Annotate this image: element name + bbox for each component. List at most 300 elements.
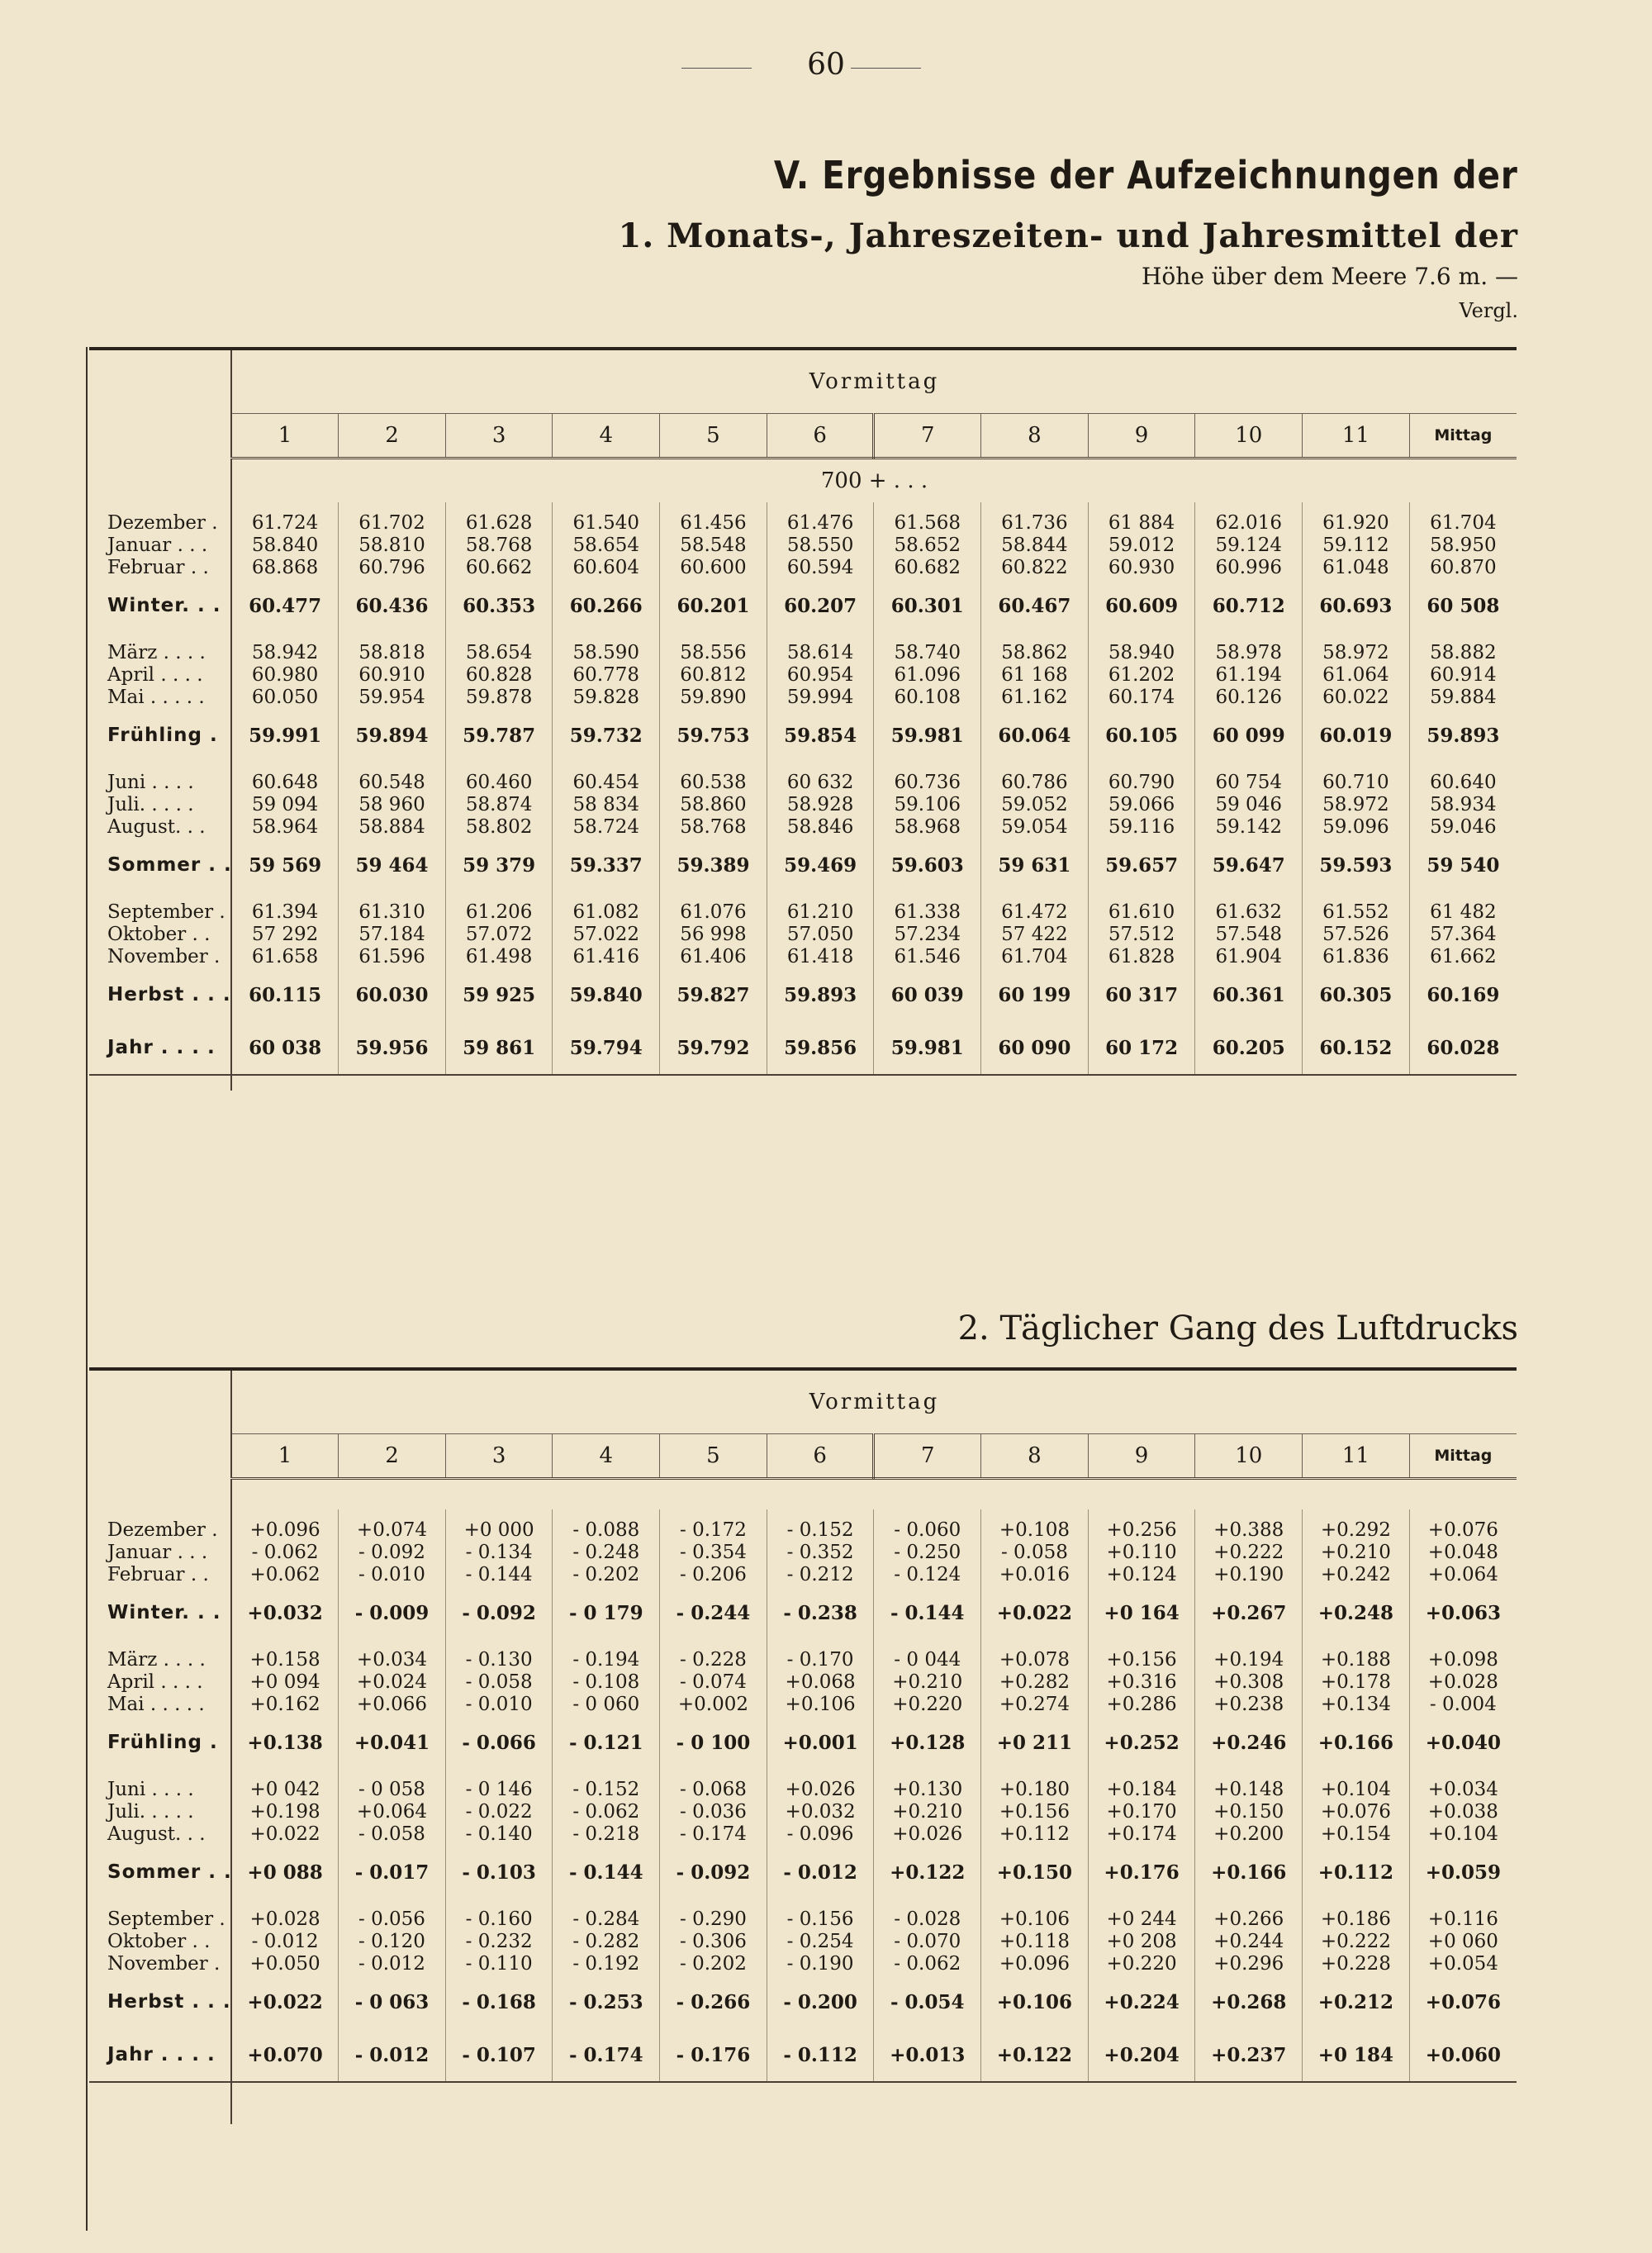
month-values-cell bbox=[1088, 1639, 1195, 1716]
table-value: - 0.206 bbox=[679, 1564, 747, 1585]
table-value: 61.568 bbox=[894, 512, 961, 534]
table-value: +0 060 bbox=[1427, 1931, 1498, 1952]
season-label: Sommer . . bbox=[89, 839, 231, 891]
season-mean-value: - 0.009 bbox=[339, 1586, 446, 1639]
table-value: - 0.152 bbox=[786, 1519, 854, 1541]
season-mean-value: +0.138 bbox=[247, 1731, 323, 1754]
month-values-cell bbox=[981, 1509, 1089, 1586]
header-hour-3: 3 bbox=[445, 1434, 553, 1479]
table-value: 60.126 bbox=[1215, 687, 1282, 708]
month-values-cell bbox=[767, 632, 874, 709]
table-value: 61.338 bbox=[894, 901, 961, 923]
table-value: - 0.228 bbox=[679, 1649, 747, 1671]
table-value: 59.066 bbox=[1108, 794, 1175, 815]
table-value: 60.662 bbox=[465, 557, 533, 578]
month-values-cell bbox=[339, 1509, 446, 1586]
season-mean-value: - 0.144 bbox=[874, 1586, 981, 1639]
table-value: 60.538 bbox=[680, 772, 747, 793]
season-mean-value: 60.436 bbox=[339, 579, 446, 632]
table-value: +0.054 bbox=[1427, 1953, 1498, 1975]
season-mean-value: 60 039 bbox=[874, 968, 981, 1021]
table-value: 57.050 bbox=[786, 924, 854, 945]
table-value: - 0.218 bbox=[572, 1823, 640, 1845]
month-values-cell bbox=[1409, 1509, 1517, 1586]
season-mean-value: 59.991 bbox=[249, 724, 322, 747]
table-value: 61.082 bbox=[572, 901, 640, 923]
table-value: 60.870 bbox=[1430, 557, 1497, 578]
table-value: +0.022 bbox=[249, 1823, 320, 1845]
header-hour-4: 4 bbox=[553, 414, 660, 459]
table-value: 61.662 bbox=[1430, 946, 1497, 967]
spacer-row bbox=[89, 1479, 1517, 1510]
month-values-cell bbox=[767, 891, 874, 968]
month-label: Dezember . bbox=[107, 1519, 218, 1541]
season-mean-value: +0.022 bbox=[981, 1586, 1089, 1639]
month-labels bbox=[89, 1639, 231, 1716]
month-values-cell bbox=[1195, 632, 1303, 709]
table-value: 57.072 bbox=[465, 924, 533, 945]
month-values-cell bbox=[445, 1769, 553, 1846]
table-value: 59.052 bbox=[1001, 794, 1068, 815]
table-value: 56 998 bbox=[680, 924, 747, 945]
padding-label bbox=[89, 2082, 231, 2124]
header-group-row bbox=[89, 349, 1517, 414]
table-value: 60.778 bbox=[572, 664, 640, 686]
table-value: 60.594 bbox=[786, 557, 854, 578]
table-value: 61.658 bbox=[251, 946, 319, 967]
season-mean-value: 60.019 bbox=[1303, 709, 1410, 762]
table-value: 58.768 bbox=[680, 816, 747, 838]
month-values-cell bbox=[445, 1639, 553, 1716]
header-hour-4: 4 bbox=[553, 1434, 660, 1479]
table-value: 58.768 bbox=[465, 535, 533, 556]
table-value: 59.884 bbox=[1430, 687, 1497, 708]
season-mean-value: 59 379 bbox=[445, 839, 553, 891]
table-value: - 0.144 bbox=[465, 1564, 533, 1585]
month-values-cell bbox=[1195, 502, 1303, 579]
table-value: 61 884 bbox=[1108, 512, 1175, 534]
month-values-cell bbox=[231, 632, 339, 709]
season-mean-value: 60.712 bbox=[1195, 579, 1303, 632]
month-label: Januar . . . bbox=[107, 1542, 208, 1563]
season-mean-value: +0.112 bbox=[1303, 1846, 1410, 1899]
table-value: 60.604 bbox=[572, 557, 640, 578]
month-values-cell bbox=[1088, 891, 1195, 968]
table-value: +0.222 bbox=[1320, 1931, 1391, 1952]
table-value: +0.184 bbox=[1106, 1779, 1177, 1800]
table-value: - 0.212 bbox=[786, 1564, 854, 1585]
table-value: +0.256 bbox=[1106, 1519, 1177, 1541]
month-values-cell bbox=[553, 1639, 660, 1716]
table-value: +0.106 bbox=[999, 1908, 1070, 1930]
header-hours-row bbox=[89, 1434, 1517, 1479]
table-value: +0.194 bbox=[1213, 1649, 1284, 1671]
month-values-cell bbox=[874, 762, 981, 839]
table-value: +0.112 bbox=[999, 1823, 1070, 1845]
chapter-title: V. Ergebnisse der Aufzeichnungen der bbox=[774, 153, 1518, 197]
table-value: 59 094 bbox=[251, 794, 319, 815]
year-mean-value: 60 038 bbox=[231, 1021, 339, 1075]
table-padding-row bbox=[89, 2082, 1517, 2124]
month-values-cell bbox=[767, 1509, 874, 1586]
table-value: 60.548 bbox=[358, 772, 425, 793]
spacer-label bbox=[89, 1479, 231, 1510]
year-mean-value: +0.013 bbox=[874, 2028, 981, 2082]
month-values-cell bbox=[1303, 1769, 1410, 1846]
season-mean-value: +0.150 bbox=[981, 1846, 1089, 1899]
table-value: +0.170 bbox=[1106, 1801, 1177, 1823]
table-value: 60.640 bbox=[1430, 772, 1497, 793]
month-labels bbox=[89, 502, 231, 579]
table-value: - 0.120 bbox=[358, 1931, 425, 1952]
month-label: Oktober . . bbox=[107, 1931, 211, 1952]
month-values-cell bbox=[339, 632, 446, 709]
header-hour-7: 7 bbox=[874, 1434, 981, 1479]
season-mean-value: 60 508 bbox=[1409, 579, 1517, 632]
month-values-cell bbox=[660, 762, 767, 839]
table-value: - 0 058 bbox=[358, 1779, 425, 1800]
table-value: +0.104 bbox=[1320, 1779, 1391, 1800]
table-value: 58.964 bbox=[251, 816, 319, 838]
table-value: +0.220 bbox=[1106, 1953, 1177, 1975]
month-block-row bbox=[89, 1639, 1517, 1716]
table-value: 62.016 bbox=[1215, 512, 1282, 534]
table-value: 61.202 bbox=[1108, 664, 1175, 686]
month-label: April . . . . bbox=[107, 1671, 203, 1693]
table-value: 60.108 bbox=[894, 687, 961, 708]
table-value: 58.818 bbox=[358, 642, 425, 663]
season-mean-row bbox=[89, 709, 1517, 762]
year-mean-value: 60.028 bbox=[1409, 1021, 1517, 1075]
table-value: 61.828 bbox=[1108, 946, 1175, 967]
table-value: 60.786 bbox=[1001, 772, 1068, 793]
daily-variation-table bbox=[89, 1367, 1517, 2124]
season-mean-value: - 0.238 bbox=[767, 1586, 874, 1639]
season-mean-value: - 0.012 bbox=[767, 1846, 874, 1899]
table-value: 59.890 bbox=[680, 687, 747, 708]
season-mean-value: 59.337 bbox=[553, 839, 660, 891]
month-values-cell bbox=[339, 762, 446, 839]
header-hour-2: 2 bbox=[339, 1434, 446, 1479]
season-mean-value: +0.122 bbox=[874, 1846, 981, 1899]
month-values-cell bbox=[660, 1769, 767, 1846]
month-values-cell bbox=[981, 762, 1089, 839]
page-number-rule-right bbox=[851, 68, 921, 69]
table-value: - 0.254 bbox=[786, 1931, 854, 1952]
table-value: +0.026 bbox=[892, 1823, 963, 1845]
month-values-cell bbox=[1409, 891, 1517, 968]
table-value: 61 168 bbox=[1001, 664, 1068, 686]
year-mean-value: - 0.112 bbox=[767, 2028, 874, 2082]
year-mean-value: +0.237 bbox=[1195, 2028, 1303, 2082]
header-hour-1: 1 bbox=[231, 414, 339, 459]
year-mean-value: - 0.176 bbox=[660, 2028, 767, 2082]
month-label: Oktober . . bbox=[107, 924, 211, 945]
month-label: November . bbox=[107, 1953, 221, 1975]
table-value: - 0.010 bbox=[358, 1564, 425, 1585]
table-value: - 0.058 bbox=[465, 1671, 533, 1693]
table-value: +0.048 bbox=[1427, 1542, 1498, 1563]
table-value: 58 834 bbox=[572, 794, 640, 815]
table-value: 58.972 bbox=[1322, 794, 1389, 815]
season-mean-value: - 0.244 bbox=[660, 1586, 767, 1639]
header-hour-2: 2 bbox=[339, 414, 446, 459]
season-mean-value: 60.353 bbox=[445, 579, 553, 632]
season-mean-value: +0.212 bbox=[1303, 1975, 1410, 2028]
month-labels bbox=[89, 1769, 231, 1846]
table-value: - 0.070 bbox=[894, 1931, 961, 1952]
month-values-cell bbox=[1409, 1639, 1517, 1716]
table-value: 59.096 bbox=[1322, 816, 1389, 838]
header-hour-9: 9 bbox=[1088, 1434, 1195, 1479]
table-value: 60.454 bbox=[572, 772, 640, 793]
month-values-cell bbox=[1409, 1899, 1517, 1975]
table-value: - 0.062 bbox=[894, 1953, 961, 1975]
season-mean-value: 60.207 bbox=[767, 579, 874, 632]
month-values-cell bbox=[874, 632, 981, 709]
table-value: 58.978 bbox=[1215, 642, 1282, 663]
left-margin-rule bbox=[86, 347, 88, 2231]
month-label: Mai . . . . . bbox=[107, 687, 205, 708]
table-value: - 0 044 bbox=[894, 1649, 961, 1671]
table-value: 60.022 bbox=[1322, 687, 1389, 708]
season-mean-value: 59.753 bbox=[660, 709, 767, 762]
header-hour-9: 9 bbox=[1088, 414, 1195, 459]
table-value: 58.862 bbox=[1001, 642, 1068, 663]
month-values-cell bbox=[339, 1769, 446, 1846]
season-mean-value: - 0.054 bbox=[874, 1975, 981, 2028]
table-value: +0.078 bbox=[999, 1649, 1070, 1671]
table-value: 59.046 bbox=[1430, 816, 1497, 838]
season-mean-value: - 0.066 bbox=[445, 1716, 553, 1769]
table-value: - 0.028 bbox=[894, 1908, 961, 1930]
month-values-cell bbox=[1088, 502, 1195, 579]
season-mean-value: 60.064 bbox=[981, 709, 1089, 762]
table-value: 60.790 bbox=[1108, 772, 1175, 793]
month-values-cell bbox=[1303, 1899, 1410, 1975]
month-values-cell bbox=[981, 632, 1089, 709]
table-value: +0.178 bbox=[1320, 1671, 1391, 1693]
month-values-cell bbox=[553, 502, 660, 579]
table-value: - 0.190 bbox=[786, 1953, 854, 1975]
table-value: 61.724 bbox=[251, 512, 319, 534]
table-value: - 0.036 bbox=[679, 1801, 747, 1823]
season-mean-value: 60 199 bbox=[981, 968, 1089, 1021]
table-value: 58.972 bbox=[1322, 642, 1389, 663]
table-value: 58.614 bbox=[786, 642, 854, 663]
table-value: +0 244 bbox=[1106, 1908, 1177, 1930]
table-value: +0.316 bbox=[1106, 1671, 1177, 1693]
month-values-cell bbox=[1409, 502, 1517, 579]
table-value: 58.652 bbox=[894, 535, 961, 556]
table-value: - 0.088 bbox=[572, 1519, 640, 1541]
table-value: +0.210 bbox=[892, 1671, 963, 1693]
table-value: 60.682 bbox=[894, 557, 961, 578]
season-mean-value: 59.389 bbox=[660, 839, 767, 891]
table-value: 58.844 bbox=[1001, 535, 1068, 556]
season-mean-value: +0.040 bbox=[1409, 1716, 1517, 1769]
month-label: September . bbox=[107, 901, 225, 923]
month-label: März . . . . bbox=[107, 642, 206, 663]
header-hour-5: 5 bbox=[660, 414, 767, 459]
season-mean-value: 60.169 bbox=[1409, 968, 1517, 1021]
altitude-note: Höhe über dem Meere 7.6 m. — bbox=[1142, 263, 1518, 290]
month-values-cell bbox=[1303, 891, 1410, 968]
year-mean-row bbox=[89, 2028, 1517, 2082]
season-mean-value: +0.032 bbox=[247, 1601, 323, 1624]
table-value: 61.476 bbox=[786, 512, 854, 534]
month-values-cell bbox=[767, 1899, 874, 1975]
season-mean-value: +0.041 bbox=[339, 1716, 446, 1769]
table-value: - 0.060 bbox=[894, 1519, 961, 1541]
table-value: 60 632 bbox=[786, 772, 854, 793]
table-value: 58.556 bbox=[680, 642, 747, 663]
table-value: - 0.172 bbox=[679, 1519, 747, 1541]
month-values-cell bbox=[1088, 1509, 1195, 1586]
padding-label bbox=[89, 1075, 231, 1091]
month-values-cell bbox=[553, 632, 660, 709]
header-hour-12: Mittag bbox=[1409, 414, 1517, 459]
table-value: 61.418 bbox=[786, 946, 854, 967]
table-value: +0.210 bbox=[892, 1801, 963, 1823]
table-value: 58.928 bbox=[786, 794, 854, 815]
month-values-cell bbox=[553, 1899, 660, 1975]
month-block-row bbox=[89, 1769, 1517, 1846]
table-value: +0.104 bbox=[1427, 1823, 1498, 1845]
month-values-cell bbox=[660, 502, 767, 579]
header-hour-3: 3 bbox=[445, 414, 553, 459]
unit-label: 700 + . . . bbox=[820, 468, 928, 493]
season-label: Herbst . . . bbox=[89, 968, 231, 1021]
month-values-cell bbox=[553, 1769, 660, 1846]
table-value: 61.546 bbox=[894, 946, 961, 967]
table-value: +0.180 bbox=[999, 1779, 1070, 1800]
table-value: 60.736 bbox=[894, 772, 961, 793]
month-values-cell bbox=[1088, 632, 1195, 709]
month-values-cell bbox=[874, 891, 981, 968]
season-mean-value: 60 317 bbox=[1088, 968, 1195, 1021]
table-value: +0.106 bbox=[785, 1694, 856, 1715]
table-value: +0.034 bbox=[356, 1649, 428, 1671]
season-mean-value: - 0.092 bbox=[660, 1846, 767, 1899]
season-mean-value: +0.224 bbox=[1088, 1975, 1195, 2028]
month-values-cell bbox=[553, 1509, 660, 1586]
table-value: 60.600 bbox=[680, 557, 747, 578]
table-value: 57.548 bbox=[1215, 924, 1282, 945]
vergl-note: Vergl. bbox=[1459, 299, 1518, 322]
year-mean-value: 59.792 bbox=[660, 1021, 767, 1075]
table-value: +0.156 bbox=[999, 1801, 1070, 1823]
month-values-cell bbox=[981, 1899, 1089, 1975]
table-value: 60.710 bbox=[1322, 772, 1389, 793]
table-value: 57 422 bbox=[1001, 924, 1068, 945]
month-label: August. . . bbox=[107, 1823, 206, 1845]
month-values-cell bbox=[660, 891, 767, 968]
table-value: 57.234 bbox=[894, 924, 961, 945]
table-value: 60.174 bbox=[1108, 687, 1175, 708]
table-value: - 0.096 bbox=[786, 1823, 854, 1845]
month-values-cell bbox=[1409, 1769, 1517, 1846]
year-mean-value: 59 861 bbox=[445, 1021, 553, 1075]
table-value: 60.460 bbox=[465, 772, 533, 793]
table-value: +0.242 bbox=[1320, 1564, 1391, 1585]
month-block-row bbox=[89, 1509, 1517, 1586]
table-value: 58.846 bbox=[786, 816, 854, 838]
table-value: +0.200 bbox=[1213, 1823, 1284, 1845]
year-mean-value: +0.204 bbox=[1088, 2028, 1195, 2082]
table-value: - 0.352 bbox=[786, 1542, 854, 1563]
table-value: +0.028 bbox=[1427, 1671, 1498, 1693]
season-mean-value: 59 540 bbox=[1409, 839, 1517, 891]
table-value: 61.704 bbox=[1430, 512, 1497, 534]
header-hour-8: 8 bbox=[981, 414, 1089, 459]
month-block-row bbox=[89, 762, 1517, 839]
table-value: 61 482 bbox=[1430, 901, 1497, 923]
month-values-cell bbox=[767, 1639, 874, 1716]
header-hour-10: 10 bbox=[1195, 1434, 1303, 1479]
table-value: +0.222 bbox=[1213, 1542, 1284, 1563]
season-label: Winter. . . bbox=[89, 579, 231, 632]
table-value: 60.954 bbox=[786, 664, 854, 686]
year-mean-row bbox=[89, 1021, 1517, 1075]
header-hour-8: 8 bbox=[981, 1434, 1089, 1479]
table-value: - 0.232 bbox=[465, 1931, 533, 1952]
season-mean-value: 59.657 bbox=[1088, 839, 1195, 891]
table-value: 59.012 bbox=[1108, 535, 1175, 556]
table-value: - 0 146 bbox=[465, 1779, 533, 1800]
table-value: 61.064 bbox=[1322, 664, 1389, 686]
month-labels bbox=[89, 891, 231, 968]
season-mean-value: +0.166 bbox=[1303, 1716, 1410, 1769]
season-mean-value: 59 464 bbox=[339, 839, 446, 891]
table-value: 60.796 bbox=[358, 557, 425, 578]
table-value: - 0.110 bbox=[465, 1953, 533, 1975]
table-value: 59.054 bbox=[1001, 816, 1068, 838]
header-hour-11: 11 bbox=[1303, 1434, 1410, 1479]
table-value: - 0.194 bbox=[572, 1649, 640, 1671]
monthly-means-table bbox=[89, 347, 1517, 1091]
month-labels bbox=[89, 1509, 231, 1586]
season-mean-value: +0.252 bbox=[1088, 1716, 1195, 1769]
season-mean-value: 60.201 bbox=[660, 579, 767, 632]
season-mean-value: +0.063 bbox=[1409, 1586, 1517, 1639]
season-label: Herbst . . . bbox=[89, 1975, 231, 2028]
table-value: 58.884 bbox=[358, 816, 425, 838]
table-value: +0 094 bbox=[249, 1671, 320, 1693]
table-value: 61.076 bbox=[680, 901, 747, 923]
table-value: 61.472 bbox=[1001, 901, 1068, 923]
table-value: +0.050 bbox=[249, 1953, 320, 1975]
month-label: Juni . . . . bbox=[107, 1779, 194, 1800]
table-value: 58.548 bbox=[680, 535, 747, 556]
table-value: 61.736 bbox=[1001, 512, 1068, 534]
table-value: - 0.160 bbox=[465, 1908, 533, 1930]
table-value: 61.394 bbox=[251, 901, 319, 923]
season-mean-value: +0.001 bbox=[767, 1716, 874, 1769]
season-mean-value: - 0.200 bbox=[767, 1975, 874, 2028]
month-label: August. . . bbox=[107, 816, 206, 838]
table-value: 61.596 bbox=[358, 946, 425, 967]
season-mean-value: +0.166 bbox=[1195, 1846, 1303, 1899]
table-value: - 0.068 bbox=[679, 1779, 747, 1800]
season-mean-value: 59.787 bbox=[445, 709, 553, 762]
header-hour-5: 5 bbox=[660, 1434, 767, 1479]
season-mean-value: 59.894 bbox=[339, 709, 446, 762]
season-mean-row bbox=[89, 1846, 1517, 1899]
table-value: +0.286 bbox=[1106, 1694, 1177, 1715]
table-value: - 0.056 bbox=[358, 1908, 425, 1930]
year-mean-value: +0 184 bbox=[1303, 2028, 1410, 2082]
